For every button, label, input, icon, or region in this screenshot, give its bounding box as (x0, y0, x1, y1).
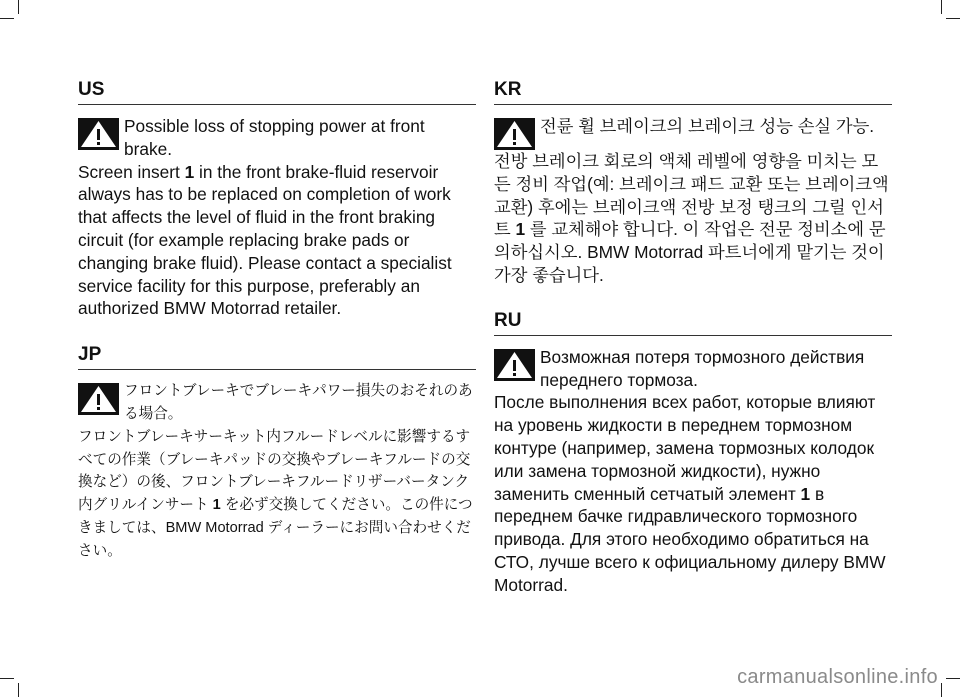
body-text-jp-part1: フロントブレーキサーキット内フルードレベルに影響するすべての作業（ブレーキパッドの交換やブレーキフルードの交換など）の後、フロントブレーキフルードリザーバータンク内グリルインサート (78, 428, 471, 514)
crop-mark (0, 678, 14, 679)
warning-triangle-icon (78, 383, 119, 415)
warning-triangle-icon (78, 118, 119, 150)
right-column (494, 78, 892, 597)
insert-number-us: 1 (184, 161, 195, 182)
insert-number-kr: 1 (515, 219, 526, 240)
warning-triangle-icon (494, 118, 535, 150)
body-text-ru (494, 391, 892, 596)
crop-mark (18, 0, 19, 14)
body-text-kr-part2: 를 교체해야 합니다. 이 작업은 전문 정비소에 문의하십시오. BMW Motorrad 파트너에게 맡기는 것이 가장 좋습니다. (494, 219, 886, 285)
body-text-jp-part2: を必ず交換してください。この件につきましては、BMW Motorrad ディーラーにお問い合わせください。 (78, 497, 473, 559)
body-text-ru-part1: После выполнения всех работ, которые влияют на уровень жидкости в переднем тормозном контуре (например, замена тормозных колодок или замена тормозной жидкости), нужно заменить сменный сетчатый элемент (494, 392, 876, 504)
body-text-us-part2: in the front brake-fluid reservoir always has to be replaced on completion of work that affects the level of fluid in the front braking circuit (for example replacing brake pads or changing brake fluid). Please contact a specialist service facility for this purpose, preferably an authorized BMW Motorrad retailer. (78, 161, 452, 319)
warning-text-us: Possible loss of stopping power at front brake. (124, 116, 425, 159)
crop-mark (0, 18, 14, 19)
body-text-kr (494, 150, 892, 287)
crop-mark (941, 0, 942, 14)
warning-row-kr (494, 115, 892, 150)
crop-mark (946, 18, 960, 19)
body-text-kr-part1: 전방 브레이크 회로의 액체 레벨에 영향을 미치는 모든 정비 작업(예: 브레이크 패드 교환 또는 브레이크액 교환) 후에는 브레이크액 전방 보정 탱크의 그릴 인서트 (494, 151, 889, 240)
section-jp (78, 343, 476, 562)
crop-mark (941, 683, 942, 697)
warning-row-us (78, 115, 476, 161)
warning-row-ru (494, 346, 892, 392)
body-text-us (78, 161, 476, 321)
insert-number-ru: 1 (800, 483, 811, 504)
section-kr (494, 78, 892, 287)
section-heading-kr: KR (494, 78, 892, 105)
section-heading-jp: JP (78, 343, 476, 370)
warning-text-ru: Возможная потеря тормозного действия переднего тормоза. (540, 346, 865, 390)
section-heading-ru: RU (494, 309, 892, 336)
section-ru (494, 309, 892, 597)
crop-mark (18, 683, 19, 697)
left-column (78, 78, 476, 563)
warning-text-kr: 전륜 휠 브레이크의 브레이크 성능 손실 가능. (540, 116, 875, 136)
section-us (78, 78, 476, 320)
section-heading-us: US (78, 78, 476, 105)
warning-triangle-icon (494, 349, 535, 381)
warning-text-jp: フロントブレーキでブレーキパワー損失のおそれのある場合。 (124, 383, 473, 422)
body-text-ru-part2: в переднем бачке гидравлического тормозного привода. Для этого необходимо обратиться на СТО, лучше всего к официальному дилеру BMW Motorrad. (494, 483, 886, 595)
warning-row-jp (78, 380, 476, 426)
insert-number-jp: 1 (212, 497, 221, 514)
body-text-us-part1: Screen insert (78, 161, 185, 182)
crop-mark (946, 678, 960, 679)
body-text-jp (78, 426, 476, 563)
watermark: carmanualsonline.info (737, 666, 938, 688)
